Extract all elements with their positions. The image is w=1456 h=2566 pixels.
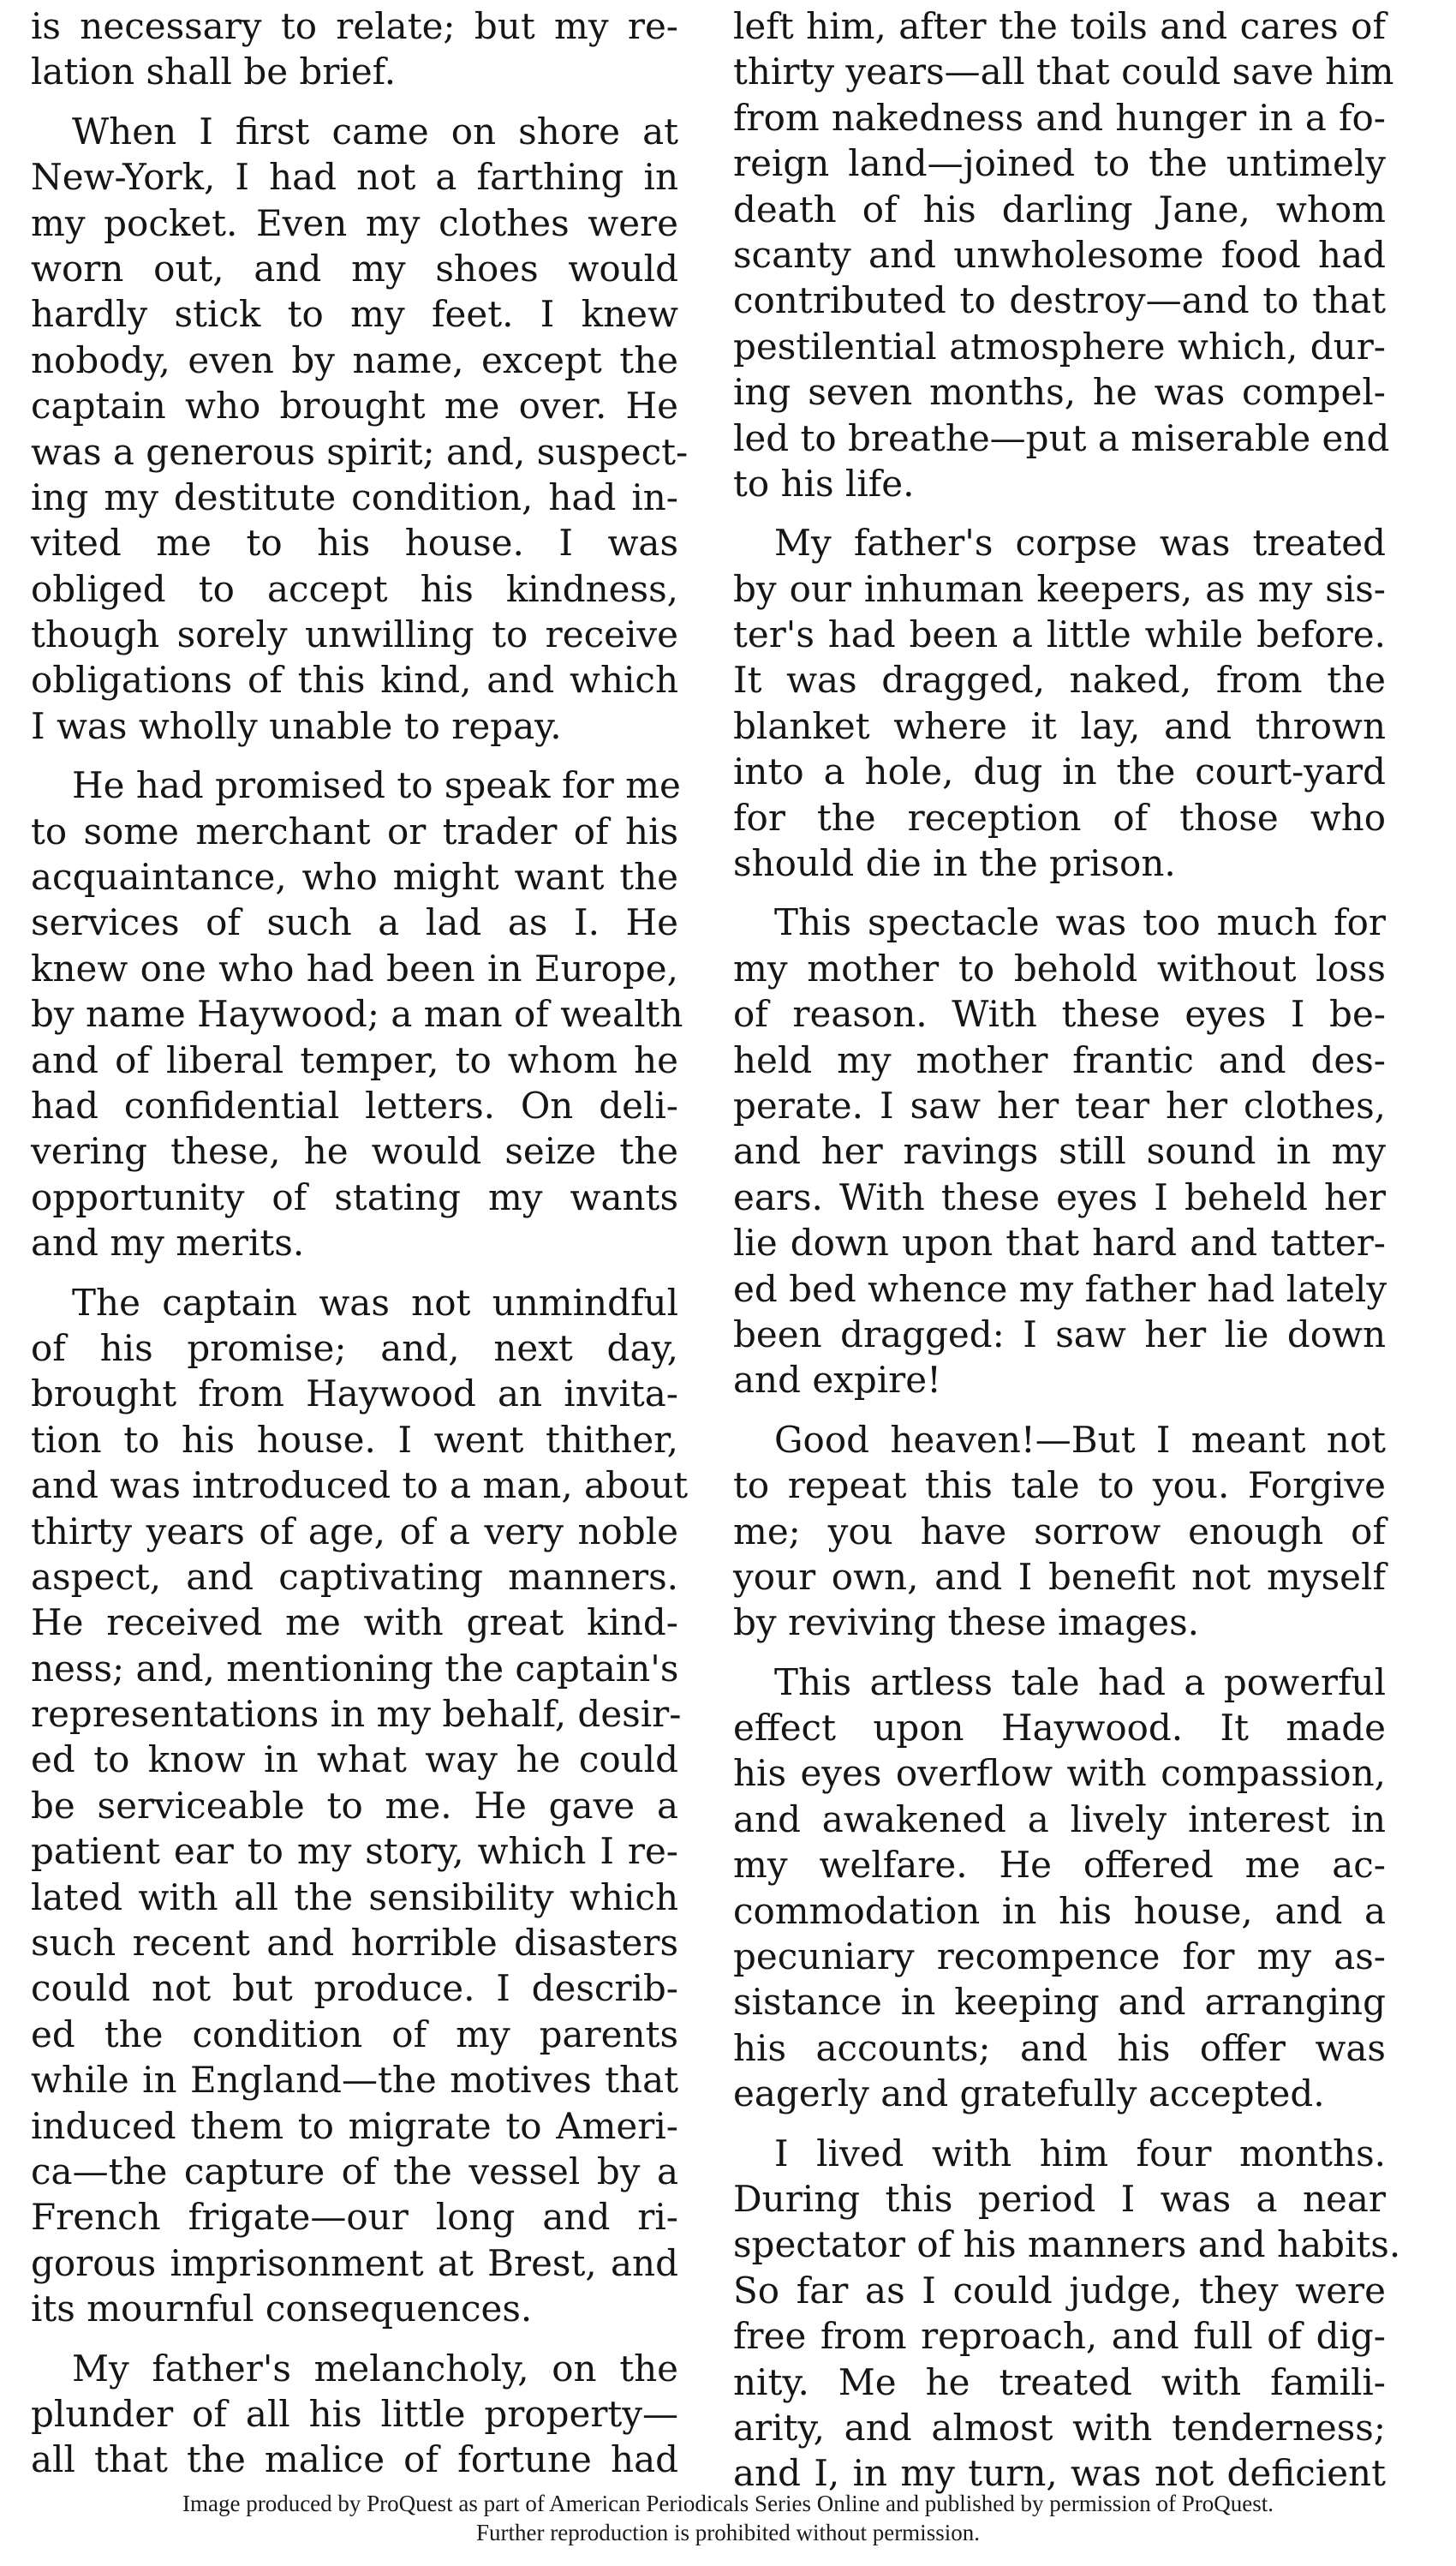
left-column-paragraph — [31, 109, 689, 749]
text-line: effect upon Haywood. It made — [733, 1707, 1386, 1750]
left-column-paragraph — [31, 1280, 689, 2332]
text-line: for the reception of those who — [733, 796, 1386, 839]
left-column-paragraph — [31, 3, 678, 95]
text-line: by name Haywood; a man of wealth — [31, 993, 683, 1036]
text-line: free from reproach, and full of dig- — [733, 2315, 1386, 2358]
text-line: of his promise; and, next day, — [31, 1326, 678, 1369]
text-line: such recent and horrible disasters — [31, 1922, 678, 1965]
text-line: ed bed whence my father had lately — [733, 1267, 1387, 1310]
text-line: held my mother frantic and des- — [733, 1038, 1386, 1081]
paragraph-gap — [733, 506, 1386, 520]
text-line: from nakedness and hunger in a fo- — [733, 96, 1386, 139]
text-line: contributed to destroy—and to that — [733, 279, 1386, 322]
text-line: knew one who had been in Europe, — [31, 947, 678, 990]
text-line: to repeat this tale to you. Forgive — [733, 1464, 1386, 1507]
text-line: was a generous spirit; and, suspect- — [31, 430, 689, 473]
text-line: all that the malice of fortune had — [31, 2438, 678, 2481]
text-line: The captain was not unmindful — [72, 1281, 678, 1324]
text-line: perate. I saw her tear her clothes, — [733, 1084, 1386, 1127]
text-line: spectator of his manners and habits. — [733, 2223, 1401, 2266]
text-line: is necessary to relate; but my re- — [31, 5, 678, 47]
text-line: by our inhuman keepers, as my sis- — [733, 567, 1386, 610]
text-line: scanty and unwholesome food had — [733, 233, 1386, 276]
text-line: reign land—joined to the untimely — [733, 142, 1386, 185]
text-line: sistance in keeping and arranging — [733, 1981, 1386, 2024]
text-line: lie down upon that hard and tatter- — [733, 1222, 1386, 1265]
text-line: French frigate—our long and ri- — [31, 2196, 678, 2239]
text-line: and my merits. — [31, 1222, 305, 1265]
text-line: vering these, he would seize the — [31, 1130, 678, 1173]
text-line: left him, after the toils and cares of — [733, 5, 1386, 47]
text-line: his eyes overflow with compassion, — [733, 1752, 1386, 1795]
text-line: ed the condition of my parents — [31, 2013, 678, 2055]
text-line: be serviceable to me. He gave a — [31, 1784, 678, 1827]
right-column-paragraph — [733, 520, 1386, 886]
text-line: tion to his house. I went thither, — [31, 1418, 678, 1461]
text-line: and her ravings still sound in my — [733, 1130, 1386, 1173]
text-line: My father's melancholy, on the — [72, 2347, 678, 2390]
text-line: lated with all the sensibility which — [31, 1875, 678, 1918]
text-line: plunder of all his little property— — [31, 2392, 678, 2435]
text-line: When I first came on shore at — [72, 110, 678, 153]
text-line: had confidential letters. On deli- — [31, 1084, 678, 1127]
text-line: lation shall be brief. — [31, 51, 397, 93]
text-line: hardly stick to my feet. I knew — [31, 293, 678, 336]
text-line: Good heaven!—But I meant not — [774, 1418, 1386, 1461]
text-line: and awakened a lively interest in — [733, 1797, 1386, 1840]
text-line: and expire! — [733, 1359, 941, 1402]
text-line: been dragged: I saw her lie down — [733, 1313, 1386, 1355]
text-line: to some merchant or trader of his — [31, 810, 678, 852]
text-line: obliged to accept his kindness, — [31, 567, 678, 610]
text-line: his accounts; and his offer was — [733, 2026, 1386, 2069]
text-line: eagerly and gratefully accepted. — [733, 2073, 1325, 2115]
text-line: During this period I was a near — [733, 2177, 1386, 2220]
text-line: should die in the prison. — [733, 842, 1176, 885]
paragraph-gap — [733, 2117, 1386, 2131]
text-line: This spectacle was too much for — [774, 901, 1386, 944]
left-column-paragraph — [31, 2346, 678, 2483]
text-line: New-York, I had not a farthing in — [31, 156, 678, 199]
right-column-paragraph — [733, 1660, 1386, 2117]
text-line: aspect, and captivating manners. — [31, 1555, 678, 1598]
footer-line-1: Image produced by ProQuest as part of American Periodicals Series Online and published by permission of ProQuest. — [182, 2491, 1274, 2516]
text-line: representations in my behalf, desir- — [31, 1693, 682, 1736]
right-column-paragraph — [733, 900, 1386, 1403]
text-line: my pocket. Even my clothes were — [31, 201, 678, 244]
right-column-paragraph — [733, 3, 1394, 506]
text-line: captain who brought me over. He — [31, 385, 678, 428]
text-line: led to breathe—put a miserable end — [733, 416, 1390, 459]
footer-line-2: Further reproduction is prohibited without permission. — [476, 2520, 980, 2545]
paragraph-gap — [31, 2332, 678, 2346]
right-column-paragraph — [733, 2131, 1401, 2497]
paragraph-gap — [31, 95, 678, 109]
text-line: ness; and, mentioning the captain's — [31, 1647, 679, 1690]
text-line: It was dragged, naked, from the — [733, 659, 1386, 702]
text-line: thirty years of age, of a very noble — [31, 1510, 678, 1552]
text-line: acquaintance, who might want the — [31, 856, 678, 899]
text-line: arity, and almost with tenderness; — [733, 2406, 1386, 2449]
text-line: and of liberal temper, to whom he — [31, 1038, 678, 1081]
paragraph-gap — [733, 886, 1386, 900]
text-line: its mournful consequences. — [31, 2288, 533, 2330]
text-line: while in England—the motives that — [31, 2059, 678, 2102]
text-line: ca—the capture of the vessel by a — [31, 2150, 678, 2192]
right-column-paragraph — [733, 1417, 1386, 1646]
text-line: my mother to behold without loss — [733, 947, 1386, 990]
text-line: thirty years—all that could save him — [733, 51, 1394, 93]
text-line: patient ear to my story, which I re- — [31, 1830, 678, 1873]
text-line: ears. With these eyes I beheld her — [733, 1175, 1386, 1218]
text-line: me; you have sorrow enough of — [733, 1510, 1386, 1552]
text-line: opportunity of stating my wants — [31, 1175, 678, 1218]
text-line: my welfare. He offered me ac- — [733, 1844, 1386, 1887]
text-line: into a hole, dug in the court-yard — [733, 751, 1386, 793]
text-line: nobody, even by name, except the — [31, 338, 678, 381]
text-line: This artless tale had a powerful — [774, 1660, 1386, 1703]
text-line: gorous imprisonment at Brest, and — [31, 2241, 678, 2284]
text-line: induced them to migrate to Ameri- — [31, 2104, 678, 2147]
text-line: your own, and I benefit not myself — [733, 1555, 1386, 1598]
paragraph-gap — [31, 749, 678, 763]
paragraph-gap — [733, 1403, 1386, 1417]
text-line: ed to know in what way he could — [31, 1738, 678, 1781]
text-line: obligations of this kind, and which — [31, 659, 678, 702]
text-line: brought from Haywood an invita- — [31, 1373, 678, 1415]
text-line: pecuniary recompence for my as- — [733, 1935, 1386, 1978]
text-line: ter's had been a little while before. — [733, 613, 1386, 656]
text-line: vited me to his house. I was — [31, 522, 678, 565]
left-column — [31, 3, 689, 2483]
text-line: pestilential atmosphere which, dur- — [733, 325, 1386, 368]
text-line: services of such a lad as I. He — [31, 901, 678, 944]
text-line: commodation in his house, and a — [733, 1889, 1386, 1932]
text-line: ing seven months, he was compel- — [733, 371, 1386, 414]
right-column — [733, 3, 1401, 2497]
text-line: and I, in my turn, was not deficient — [733, 2452, 1386, 2495]
left-column-paragraph — [31, 763, 683, 1265]
permission-footer — [0, 2489, 1456, 2547]
text-line: death of his darling Jane, whom — [733, 188, 1386, 230]
text-line: ing my destitute condition, had in- — [31, 476, 678, 518]
text-line: to his life. — [733, 462, 915, 505]
text-line: worn out, and my shoes would — [31, 247, 678, 290]
text-line: nity. Me he treated with famili- — [733, 2360, 1386, 2403]
text-line: though sorely unwilling to receive — [31, 613, 678, 656]
text-line: He received me with great kind- — [31, 1601, 678, 1644]
text-line: So far as I could judge, they were — [733, 2269, 1386, 2312]
text-line: blanket where it lay, and thrown — [733, 704, 1386, 747]
paragraph-gap — [733, 1646, 1386, 1660]
text-line: I was wholly unable to repay. — [31, 704, 562, 747]
paragraph-gap — [31, 1266, 678, 1280]
text-line: I lived with him four months. — [774, 2132, 1386, 2174]
text-line: He had promised to speak for me — [72, 764, 681, 807]
text-line: and was introduced to a man, about — [31, 1464, 689, 1507]
text-line: of reason. With these eyes I be- — [733, 993, 1386, 1036]
text-line: by reviving these images. — [733, 1601, 1199, 1644]
text-line: could not but produce. I describ- — [31, 1967, 678, 2010]
text-line: My father's corpse was treated — [774, 522, 1386, 565]
